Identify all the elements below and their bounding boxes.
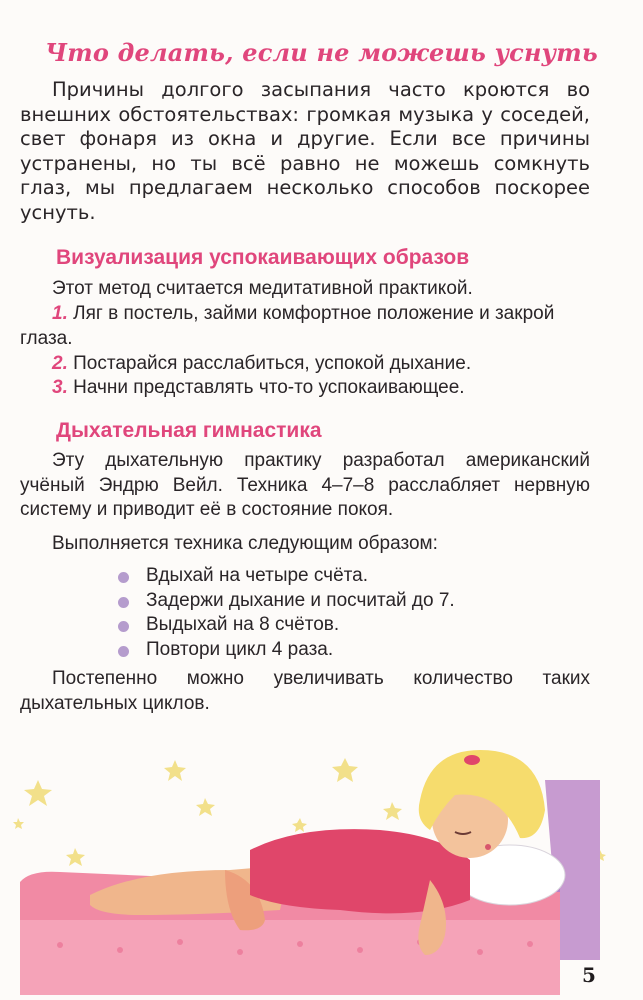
star-icon (332, 758, 358, 782)
bed-side (20, 920, 560, 995)
step-3 (20, 376, 590, 401)
sleeping-girl-illustration (0, 720, 643, 1000)
step-number: 2. (52, 353, 68, 374)
star-icon (24, 780, 52, 806)
list-item: Выдыхай на 8 счётов. (118, 613, 455, 638)
star-icon (196, 798, 215, 816)
section1-lead: Этот метод считается медитативной практикой. (52, 278, 473, 299)
closing-paragraph: Постепенно можно увеличивать количество таких дыхательных циклов. (20, 668, 590, 714)
section2-paragraph: Эту дыхательную практику разработал американский учёный Эндрю Вейл. Техника 4–7–8 расслабляет нервную систему и приводит её в состояние покоя. (20, 450, 590, 520)
star-icon (13, 818, 24, 829)
bullet-icon (118, 646, 129, 657)
star-icon (292, 818, 307, 832)
star-icon (66, 848, 85, 866)
step-1 (20, 302, 590, 351)
section2-intro-list: Выполняется техника следующим образом: (52, 533, 438, 554)
step-number: 3. (52, 377, 68, 398)
page-number: 5 (582, 963, 596, 987)
step-text: Постарайся расслабиться, успокой дыхание. (73, 353, 472, 374)
bullet-icon (118, 572, 129, 583)
bullet-icon (118, 597, 129, 608)
list-item: Задержи дыхание и посчитай до 7. (118, 589, 455, 614)
list-item: Повтори цикл 4 раза. (118, 638, 455, 663)
section-heading-breathing: Дыхательная гимнастика (56, 419, 322, 442)
star-icon (164, 760, 186, 781)
section-heading-visualization: Визуализация успокаивающих образов (56, 246, 470, 269)
page-title: Что делать, если не можешь уснуть (45, 38, 598, 67)
list-item: Вдыхай на четыре счёта. (118, 564, 455, 589)
bullet-icon (118, 621, 129, 632)
step-2 (20, 352, 590, 377)
step-text: Ляг в постель, займи комфортное положение и закрой глаза. (20, 303, 555, 349)
star-icon (383, 802, 402, 820)
breathing-steps-list (118, 564, 455, 662)
step-number: 1. (52, 303, 68, 324)
intro-paragraph: Причины долгого засыпания часто кроются во внешних обстоятельствах: громкая музыка у соседей, свет фонаря из окна и другие. Если все причины устранены, но ты всё равно не можешь сомкнуть глаз, мы предлагаем несколько способов поскорее уснуть. (20, 78, 590, 224)
step-text: Начни представлять что-то успокаивающее. (73, 377, 465, 398)
